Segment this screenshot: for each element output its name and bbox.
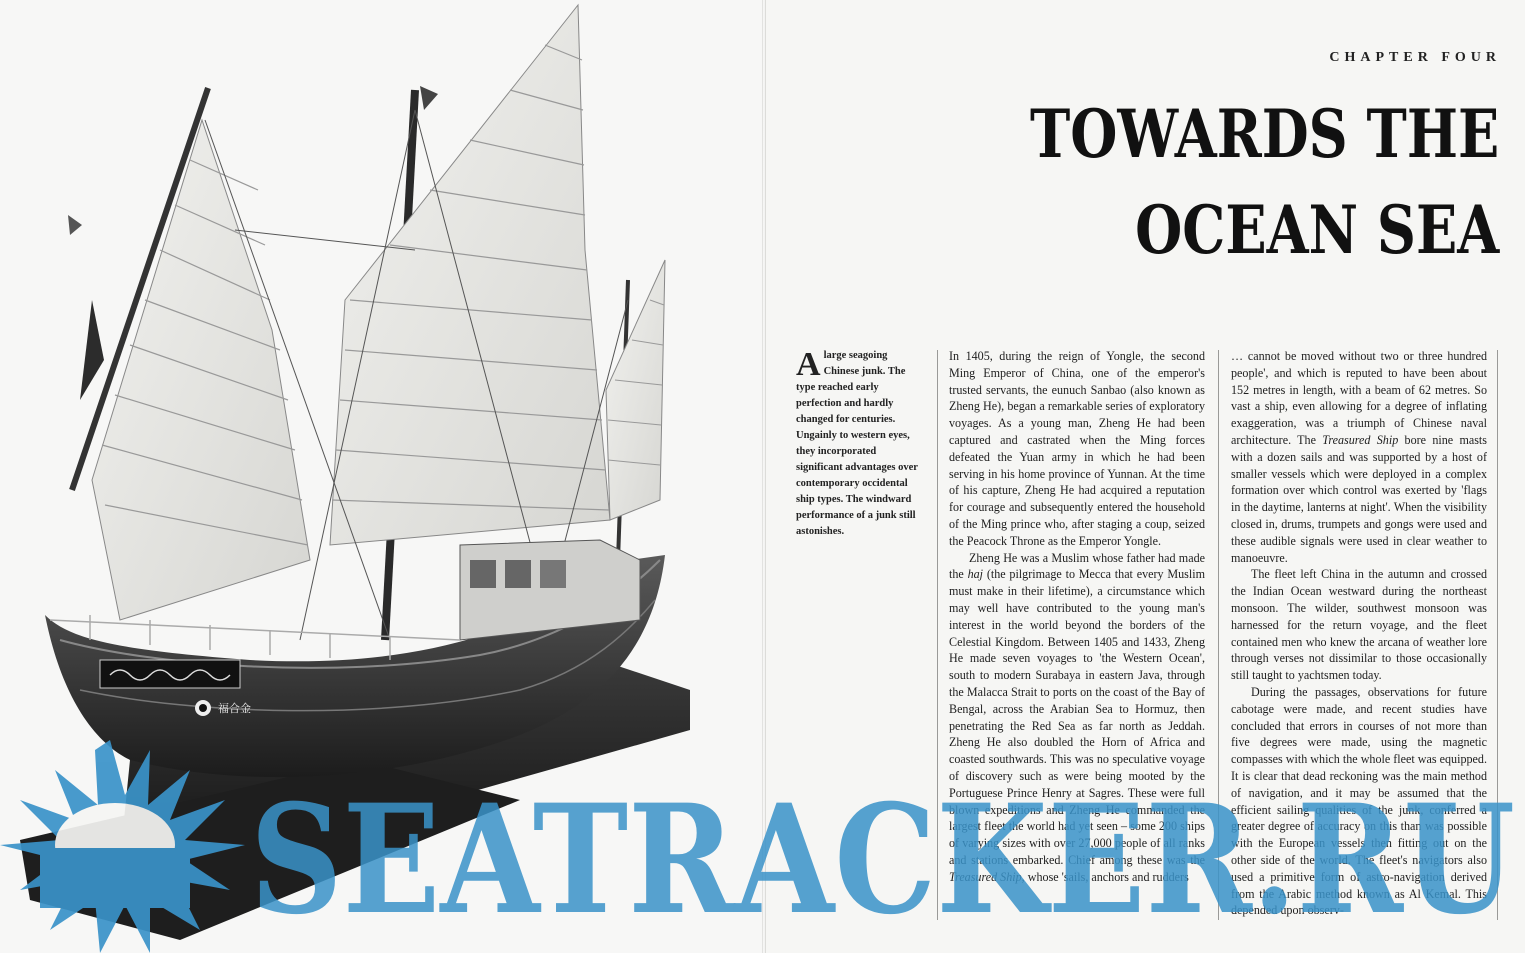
photo-caption (796, 348, 924, 540)
column-rule-3 (1497, 350, 1498, 920)
column1-p2-text-c: whose 'sails, anchors and rudders (1024, 869, 1189, 884)
column1-p2-text-b: (the pilgrimage to Mecca that every Muslim must make in their lifetime), a circumstance which may well have contributed to the young man's interest in the world beyond the borders of the Celestial Kingdom. Between 1405 and 1433, Zheng He made seven voyages to 'the Western Ocean', south to modern Surabaya in eastern Java, through the Malacca Strait to ports on the coast of the Bay of Bengal, across the Arabian Sea to Hormuz, then penetrating the Red Sea as far north as Jeddah. Zheng He also doubled the Horn of Africa and coasted southwards. This was no speculative voyage of discovery such as were being mooted by the Portuguese Prince Henry at Sagres. These were full blown expeditions and Zheng He commanded the largest fleet the world had yet seen – some 200 ships of varying sizes with over 27,000 people of all ranks and stations embarked. Chief among these was the (949, 567, 1205, 867)
junk-model-photo (0, 0, 762, 953)
chapter-title-line1: TOWARDS THE (1029, 95, 1499, 173)
column-rule-2 (1218, 350, 1219, 920)
column-rule-1 (937, 350, 938, 920)
text-column-2 (1231, 348, 1487, 918)
column1-p2-italic-2: Treasured Ship, (949, 869, 1025, 884)
column2-paragraph-2: The fleet left China in the autumn and crossed the Indian Ocean westward during the northeast monsoon. The wilder, southwest monsoon was harnessed for the return voyage, and the fleet contained men who knew the arcana of weather lore through verses not dissimilar to those occasionally still taught to yachtsmen today. (1231, 567, 1487, 683)
column1-paragraph-2 (949, 550, 1205, 886)
watermark-text: SEATRACKER.RU (250, 772, 1515, 948)
column2-paragraph-1 (1231, 348, 1487, 566)
chapter-title-line2: OCEAN SEA (1134, 191, 1499, 269)
main-sail (330, 5, 610, 545)
column2-p1-text-a: … cannot be moved without two or three hundred people', and which is reputed to have been about 152 metres in length, with a beam of 62 metres. So vast a ship, even allowing for a degree of inflating exaggeration, was a triumph of Chinese naval architecture. The (1231, 349, 1487, 447)
column2-p1-italic: Treasured Ship (1322, 432, 1399, 447)
caption-dropcap: A (796, 346, 821, 383)
column1-paragraph-1: In 1405, during the reign of Yongle, the second Ming Emperor of China, one of the emperor's trusted servants, the eunuch Sanbao (also known as Zheng He), began a remarkable series of exploratory voyages. As a young man, Zheng He had been captured and castrated when the Ming forces defeated the Yuan army in which he had been serving in his home province of Yunnan. At the time of his capture, Zheng He had acquired a reputation for courage and subsequently entered the household of the Ming prince who, after staging a coup, seized the Peacock Throne as the Emperor Yongle. (949, 349, 1205, 548)
left-page (0, 0, 762, 953)
column2-p1-text-b: bore nine masts with a dozen sails and was supported by a host of smaller vessels which were deployed in a complex formation over which control was exerted by 'flags in the daytime, lanterns at night'. When the visibility closed in, drums, trumpets and gongs were used and these audible signals were used in clear weather to manoeuvre. (1231, 432, 1487, 565)
chapter-label: CHAPTER FOUR (1329, 50, 1501, 65)
mizzen-sail (606, 260, 665, 520)
text-column-1 (949, 348, 1205, 918)
column2-paragraph-3: During the passages, observations for future cabotage were made, and recent studies have concluded that errors in courses of not more than five degrees were made, using the magnetic compasses with which the whole fleet was equipped. It is clear that dead reckoning was the main method of navigation, and it may be assumed that the efficient sailing qualities of the junk, conferred a greater degree of accuracy on this than was possible with the European vessels then fitting out on the other side of the world. The fleet's navigators also used a primitive form of astro-navigation derived from the Arabic method known as Al Kemal. This depended upon observ- (1231, 684, 1487, 918)
caption-text: large seagoing Chinese junk. The type reached early perfection and hardly changed for centuries. Ungainly to western eyes, they incorporated significant advantages over contemporary occidental ship types. The windward performance of a junk still astonishes. (796, 350, 918, 537)
chapter-title (1030, 86, 1499, 278)
column1-p2-italic: haj (967, 567, 984, 582)
hull-inscription: 福合金 (218, 702, 251, 715)
column1-p2-text-a: Zheng He was a Muslim whose father had made the (949, 550, 1205, 582)
